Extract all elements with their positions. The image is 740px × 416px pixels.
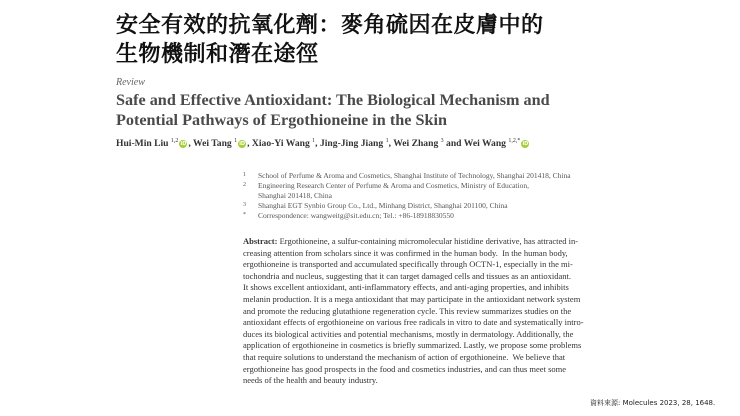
author-separator: , xyxy=(315,138,320,150)
affiliation-number: 2 xyxy=(243,182,246,188)
abstract-text: creasing attention from scholars since it was confirmed in the human body. In the human body, xyxy=(243,247,568,258)
author-affiliation-mark: 1 xyxy=(385,138,389,144)
author-separator: , xyxy=(388,138,394,150)
affiliation-line: School of Perfume & Aroma and Cosmetics, Shanghai Institute of Technology, Shanghai 201418, China xyxy=(258,171,571,180)
orcid-icon[interactable]: iD xyxy=(239,141,246,148)
affiliation-item xyxy=(243,211,571,221)
affiliation-line: Shanghai EGT Synbio Group Co., Ltd., Minhang District, Shanghai 201100, China xyxy=(258,201,508,210)
abstract-text: It shows excellent antioxidant, anti-inflammatory effects, and anti-aging properties, and inhibits xyxy=(243,282,569,293)
author-affiliation-mark: 1 xyxy=(312,138,316,144)
abstract-text: application of ergothioneine in cosmetics is briefly summarized. Lastly, we propose some problems xyxy=(243,340,582,351)
abstract-line xyxy=(243,306,668,318)
author-separator: , xyxy=(247,138,252,150)
abstract xyxy=(243,236,668,387)
affiliation-item xyxy=(243,171,571,181)
abstract-text: that require solutions to understand the mechanism of action of ergothioneine. We believe that xyxy=(243,351,566,362)
abstract-line xyxy=(243,364,668,376)
abstract-line xyxy=(243,282,668,294)
abstract-line xyxy=(243,236,668,248)
affiliation-number: 3 xyxy=(243,202,246,208)
source-citation: 資料來源: Molecules 2023, 28, 1648. xyxy=(590,399,716,407)
slide-title xyxy=(116,11,676,69)
affiliation-number: 1 xyxy=(243,172,246,178)
slide-title-line1: 安全有效的抗氧化劑：麥角硫因在皮膚中的 xyxy=(116,13,544,38)
author-affiliation-mark: 1,2,* xyxy=(508,138,521,144)
abstract-line xyxy=(243,375,668,387)
abstract-line xyxy=(243,340,668,352)
affiliation-line: Shanghai 201418, China xyxy=(258,191,332,200)
abstract-line xyxy=(243,352,668,364)
author-affiliation-mark: 1 xyxy=(234,138,238,144)
abstract-text: ergothioneine is transported and accumulated specifically through OCTN-1, especially in the mi- xyxy=(243,259,573,270)
author-name: Wei Tang xyxy=(193,138,232,150)
author-name: Wei Wang xyxy=(463,138,506,150)
affiliation-line: Engineering Research Center of Perfume & Aroma and Cosmetics, Ministry of Education, xyxy=(258,181,529,190)
author-name: Wei Zhang xyxy=(393,138,439,150)
article-type: Review xyxy=(116,77,145,88)
abstract-line xyxy=(243,317,668,329)
abstract-line xyxy=(243,329,668,341)
orcid-icon[interactable]: iD xyxy=(522,141,529,148)
affiliation-item xyxy=(243,201,571,211)
abstract-text: Ergothioneine, a sulfur-containing micromolecular histidine derivative, has attracted in- xyxy=(277,236,579,246)
author-name: Jing-Jing Jiang xyxy=(319,138,384,150)
paper-title-line1: Safe and Effective Antioxidant: The Biological Mechanism and xyxy=(116,91,550,109)
abstract-label: Abstract: xyxy=(243,236,278,246)
paper-title-line2: Potential Pathways of Ergothioneine in the Skin xyxy=(116,111,447,129)
abstract-text: tochondria and nucleus, suggesting that it can target damaged cells and tissues as an antioxidant. xyxy=(243,270,571,281)
author-separator: , xyxy=(188,138,194,150)
author-affiliation-mark: 3 xyxy=(440,138,444,144)
affiliations xyxy=(243,171,571,221)
author-affiliation-mark: 1,2 xyxy=(170,138,179,144)
abstract-line xyxy=(243,294,668,306)
abstract-text: needs of the health and beauty industry. xyxy=(243,375,378,386)
author-separator: and xyxy=(443,138,464,150)
paper-title xyxy=(116,90,676,130)
abstract-text: and promote the reducing glutathione regeneration cycle. This review summarizes studies on the xyxy=(243,305,572,316)
affiliation-line: Correspondence: wangweitg@sit.edu.cn; Tel.: +86-18918830550 xyxy=(258,211,454,220)
affiliation-number: * xyxy=(243,212,246,218)
affiliation-item xyxy=(243,181,571,201)
author-name: Hui-Min Liu xyxy=(116,138,169,150)
author-name: Xiao-Yi Wang xyxy=(251,138,310,150)
abstract-line xyxy=(243,259,668,271)
author-list xyxy=(116,138,530,149)
abstract-line xyxy=(243,248,668,260)
abstract-text: ergothioneine has good prospects in the food and cosmetics industries, and can thus meet some xyxy=(243,363,567,374)
slide-title-line2: 生物機制和潛在途徑 xyxy=(116,42,319,67)
abstract-text: antioxidant effects of ergothioneine on various free radicals in vitro to date and systematically intro- xyxy=(243,317,584,328)
abstract-text: melanin production. It is a mega antioxidant that may participate in the antioxidant network system xyxy=(243,293,581,304)
abstract-text: duces its biological activities and potential mechanisms, mostly in dermatology. Additionally, the xyxy=(243,328,574,339)
abstract-line xyxy=(243,271,668,283)
orcid-icon[interactable]: iD xyxy=(180,141,187,148)
